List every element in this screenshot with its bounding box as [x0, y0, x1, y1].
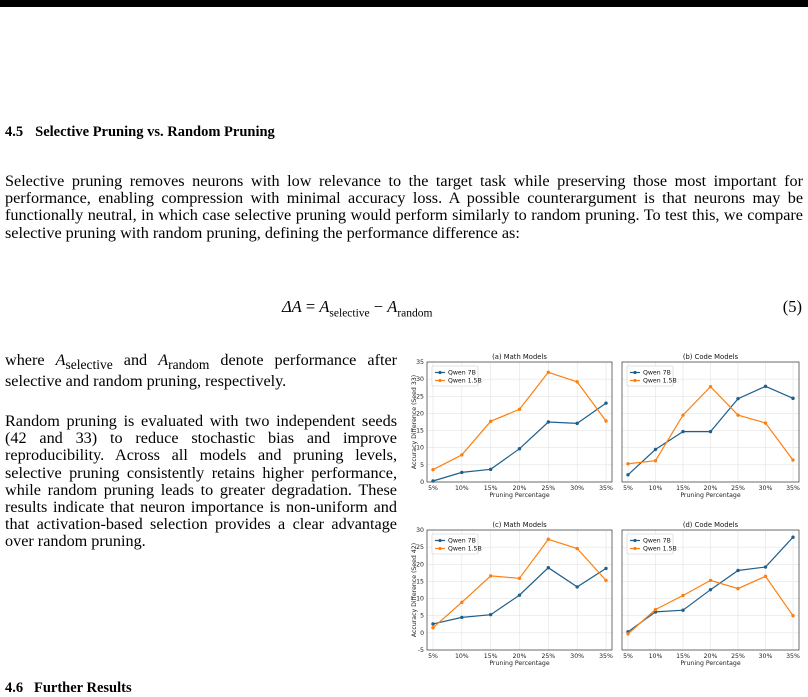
data-point	[626, 632, 629, 635]
where-a1-sub: selective	[65, 357, 113, 373]
data-point	[736, 587, 739, 590]
section-number: 4.5	[5, 124, 24, 140]
x-tick-label: 20%	[512, 485, 527, 492]
legend-marker	[438, 539, 441, 542]
y-tick-label: 30	[416, 376, 424, 384]
data-point	[489, 613, 492, 616]
data-point	[431, 468, 434, 471]
section-title: Selective Pruning vs. Random Pruning	[35, 124, 275, 140]
x-tick-label: 15%	[676, 485, 690, 492]
y-axis-label: Accuracy Difference (Seed 42)	[411, 542, 418, 638]
data-point	[575, 547, 578, 550]
data-point	[709, 579, 712, 582]
legend-label: Qwen 7B	[448, 369, 476, 377]
x-tick-label: 10%	[648, 485, 663, 492]
legend-label: Qwen 1.5B	[448, 377, 482, 385]
data-point	[489, 420, 492, 423]
data-point	[654, 459, 657, 462]
where-and: and	[123, 351, 148, 369]
y-tick-label: 25	[416, 393, 424, 401]
data-point	[604, 579, 607, 582]
x-tick-label: 30%	[758, 485, 773, 492]
data-point	[764, 575, 767, 578]
data-point	[547, 566, 550, 569]
data-point	[791, 536, 794, 539]
y-tick-label: 30	[416, 527, 424, 534]
data-point	[604, 401, 607, 404]
x-tick-label: 25%	[731, 653, 745, 660]
data-point	[654, 448, 657, 451]
where-a1: A	[55, 351, 66, 369]
data-point	[791, 397, 794, 400]
x-tick-label: 30%	[570, 653, 585, 660]
x-tick-label: 15%	[676, 653, 690, 660]
data-point	[681, 609, 684, 612]
legend-marker	[438, 371, 441, 374]
next-section-number: 4.6	[5, 680, 24, 696]
data-point	[604, 419, 607, 422]
equation	[0, 297, 808, 323]
data-point	[604, 567, 607, 570]
y-tick-label: -5	[417, 647, 424, 654]
data-point	[547, 420, 550, 423]
data-point	[518, 447, 521, 450]
data-point	[547, 371, 550, 374]
y-tick-label: 0	[420, 479, 424, 486]
where-paragraph	[5, 352, 397, 391]
where-prefix: where	[5, 351, 45, 369]
equation-term1: A	[319, 297, 330, 316]
where-a2-sub: random	[168, 357, 210, 373]
data-point	[709, 430, 712, 433]
y-tick-label: 20	[416, 410, 424, 418]
panel-title: (c) Math Models	[492, 521, 547, 529]
x-tick-label: 35%	[599, 653, 613, 660]
figure-svg	[412, 350, 804, 685]
x-tick-label: 20%	[512, 653, 527, 660]
x-tick-label: 30%	[758, 653, 773, 660]
panel-title: (a) Math Models	[492, 353, 547, 361]
data-point	[431, 479, 434, 482]
legend-marker	[633, 539, 636, 542]
x-tick-label: 25%	[731, 485, 745, 492]
y-tick-label: 10	[416, 595, 424, 603]
data-point	[681, 430, 684, 433]
legend-label: Qwen 1.5B	[448, 545, 482, 553]
x-tick-label: 5%	[428, 485, 438, 492]
x-tick-label: 15%	[483, 485, 498, 492]
top-rule	[0, 0, 808, 7]
y-tick-label: 15	[416, 427, 424, 435]
data-point	[791, 614, 794, 617]
data-point	[489, 574, 492, 577]
data-point	[736, 569, 739, 572]
x-tick-label: 10%	[454, 485, 469, 492]
x-tick-label: 15%	[483, 653, 498, 660]
legend-label: Qwen 1.5B	[643, 377, 677, 385]
panel-title: (b) Code Models	[682, 353, 739, 361]
data-point	[681, 413, 684, 416]
x-tick-label: 20%	[703, 485, 718, 492]
data-point	[626, 462, 629, 465]
legend-label: Qwen 7B	[643, 369, 671, 377]
data-point	[547, 538, 550, 541]
equation-term1-sub: selective	[329, 307, 370, 320]
data-point	[518, 408, 521, 411]
x-tick-label: 25%	[541, 653, 556, 660]
data-point	[431, 622, 434, 625]
data-point	[681, 594, 684, 597]
data-point	[736, 413, 739, 416]
data-point	[709, 588, 712, 591]
next-section-heading	[5, 680, 132, 697]
x-tick-label: 20%	[703, 653, 718, 660]
equation-number: (5)	[782, 297, 802, 316]
y-tick-label: 5	[420, 612, 424, 620]
y-tick-label: 15	[416, 578, 424, 586]
x-axis-label: Pruning Percentage	[489, 492, 550, 499]
data-point	[460, 601, 463, 604]
panel-title: (d) Code Models	[682, 521, 739, 529]
x-tick-label: 10%	[648, 653, 663, 660]
x-tick-label: 10%	[454, 653, 469, 660]
x-tick-label: 5%	[623, 485, 633, 492]
data-point	[460, 471, 463, 474]
legend-label: Qwen 7B	[643, 537, 671, 545]
data-point	[460, 453, 463, 456]
data-point	[575, 585, 578, 588]
data-point	[489, 468, 492, 471]
x-axis-label: Pruning Percentage	[680, 492, 741, 499]
x-tick-label: 35%	[786, 485, 800, 492]
legend-label: Qwen 1.5B	[643, 545, 677, 553]
y-tick-label: 25	[416, 544, 424, 552]
where-a2: A	[158, 351, 169, 369]
legend-marker	[633, 371, 636, 374]
equation-body: $\Delta A = A_{selective} - A_{random}$	[282, 297, 433, 320]
x-tick-label: 30%	[570, 485, 585, 492]
data-point	[709, 385, 712, 388]
x-tick-label: 5%	[623, 653, 633, 660]
data-point	[764, 565, 767, 568]
random-paragraph-text: Random pruning is evaluated with two independent seeds (42 and 33) to reduce stochastic bias and improve reproducibility. Across all models and pruning levels, selective pruning consistently retains higher performance, while random pruning leads to greater degradation. These results indicate that neuron importance is non-uniform and that activation-based selection provides a clear advantage over random pruning.	[5, 412, 397, 551]
y-tick-label: 10	[416, 444, 424, 452]
data-point	[518, 577, 521, 580]
figure-pruning-comparison	[412, 350, 804, 685]
data-point	[791, 458, 794, 461]
intro-paragraph: Selective pruning removes neurons with low relevance to the target task while preserving those most important for performance, enabling compression with minimal accuracy loss. A possible counterargument is that neurons may be functionally neutral, in which case selective pruning would perform similarly to random pruning. To test this, we compare selective pruning with random pruning, defining the performance difference as:	[5, 172, 803, 242]
legend-marker	[438, 547, 441, 550]
legend-label: Qwen 7B	[448, 537, 476, 545]
random-paragraph	[5, 413, 397, 551]
x-tick-label: 5%	[428, 653, 438, 660]
data-point	[764, 421, 767, 424]
legend-marker	[633, 547, 636, 550]
data-point	[460, 616, 463, 619]
data-point	[654, 608, 657, 611]
data-point	[626, 473, 629, 476]
y-axis-label: Accuracy Difference (Seed 33)	[411, 374, 418, 470]
x-axis-label: Pruning Percentage	[680, 660, 741, 667]
data-point	[575, 380, 578, 383]
y-tick-label: 35	[416, 359, 424, 366]
section-heading	[5, 124, 275, 141]
y-tick-label: 20	[416, 561, 424, 569]
equation-lhs: ΔA	[282, 297, 302, 316]
data-point	[431, 626, 434, 629]
equation-term2: A	[387, 297, 398, 316]
data-point	[518, 593, 521, 596]
data-point	[736, 397, 739, 400]
legend-marker	[633, 379, 636, 382]
x-axis-label: Pruning Percentage	[489, 660, 550, 667]
data-point	[575, 422, 578, 425]
x-tick-label: 25%	[541, 485, 556, 492]
x-tick-label: 35%	[599, 485, 613, 492]
next-section-title: Further Results	[34, 680, 132, 696]
legend-marker	[438, 379, 441, 382]
y-tick-label: 0	[420, 629, 424, 637]
x-tick-label: 35%	[786, 653, 800, 660]
y-tick-label: 5	[420, 461, 424, 469]
equation-term2-sub: random	[397, 307, 433, 320]
where-suffix: denote performance after selective and random pruning, respectively.	[5, 351, 398, 391]
data-point	[764, 385, 767, 388]
